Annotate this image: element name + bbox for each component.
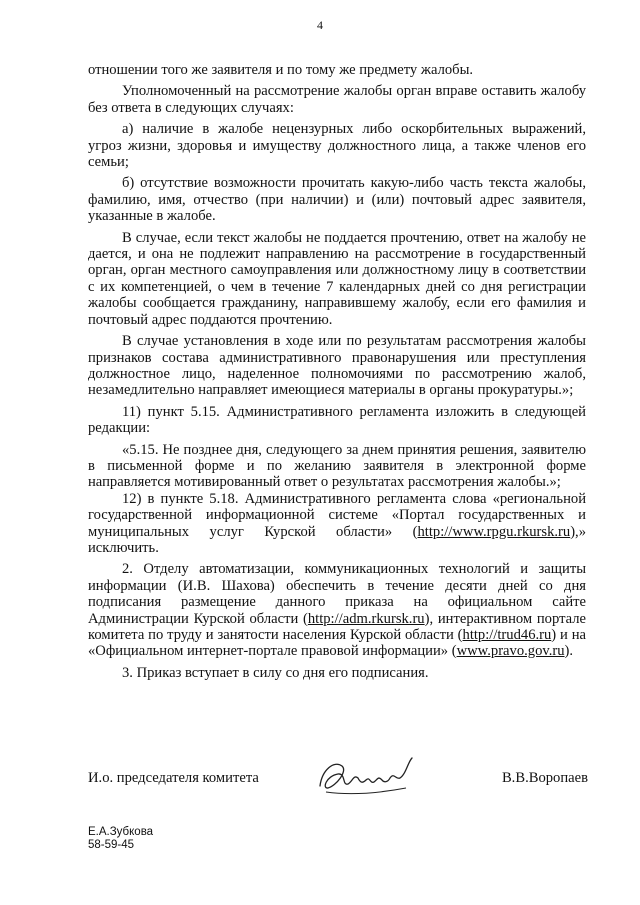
paragraph-item: В случае, если текст жалобы не поддается прочтению, ответ на жалобу не дается, и она не подлежит направлению на рассмотрение в государственный орган, орган местного самоуправления или должностному лицу в соответствии с их компетенцией, о чем в течение 7 календарных дней со дня регистрации жалобы сообщается гражданину, направившему жалобу, если его фамилия и почтовый адрес поддаются прочтению.	[88, 229, 586, 328]
paragraph-item: отношении того же заявителя и по тому же предмету жалобы.	[88, 62, 474, 78]
paragraph-item: В случае установления в ходе или по результатам рассмотрения жалобы признаков состава административного правонарушения или преступления должностное лицо, наделенное полномочиями по рассмотрению жалоб, незамедлительно направляет имеющиеся материалы в органы прокуратуры.»;	[88, 333, 586, 399]
paragraph-text: ),» исключить.	[88, 523, 586, 556]
paragraph-text: 2. Отделу автоматизации, коммуникационных технологий и защиты информации (И.В. Шахова) обеспечить в течение десяти дней со дня подписания размещение данного приказа на официальном сайте Администрации Курской области (	[88, 561, 586, 627]
link-rpgu[interactable]: http://www.rpgu.rkursk.ru	[417, 523, 571, 540]
executor-name: Е.А.Зубкова	[88, 826, 154, 838]
paragraph-item: б) отсутствие возможности прочитать какую-либо часть текста жалобы, фамилию, имя, отчество (при наличии) и (или) почтовый адрес заявителя, указанные в жалобе.	[88, 175, 586, 225]
paragraph-text: ), интерактивном портале комитета по труду и занятости населения Курской области (	[88, 610, 586, 643]
executor-info	[88, 826, 153, 852]
page-number: 4	[317, 18, 323, 32]
paragraph-text: ).	[564, 643, 574, 660]
paragraph-item-12	[88, 491, 586, 557]
paragraph-list	[88, 62, 586, 491]
paragraph-item: а) наличие в жалобе нецензурных либо оскорбительных выражений, угроз жизни, здоровья и имуществу должностного лица, а также членов его семьи;	[88, 121, 586, 171]
paragraph-item: Уполномоченный на рассмотрение жалобы орган вправе оставить жалобу без ответа в следующих случаях:	[88, 83, 586, 116]
document-body	[88, 62, 586, 681]
link-adm[interactable]: http://adm.rkursk.ru	[307, 610, 425, 627]
link-trud46[interactable]: http://trud46.ru	[462, 627, 552, 643]
paragraph-item-3: 3. Приказ вступает в силу со дня его подписания.	[122, 664, 429, 681]
signatory-name: В.В.Воропаев	[501, 770, 588, 786]
paragraph-text: 12) в пункте 5.18. Административного регламента слова «региональной государственной информационной системе «Портал государственных и муниципальных услуг Курской области» (	[88, 490, 586, 540]
handwritten-signature	[312, 752, 422, 802]
link-pravo[interactable]: www.pravo.gov.ru	[456, 643, 565, 660]
paragraph-text: ) и на «Официальном интернет-портале правовой информации» (	[88, 627, 586, 660]
executor-phone: 58-59-45	[88, 839, 135, 851]
paragraph-item: «5.15. Не позднее дня, следующего за днем принятия решения, заявителю в письменной форме и по желанию заявителя в электронной форме направляется мотивированный ответ о результатах рассмотрения жалобы.»;	[88, 441, 586, 491]
signatory-role: И.о. председателя комитета	[88, 770, 259, 786]
paragraph-item: 11) пункт 5.15. Административного регламента изложить в следующей редакции:	[88, 403, 586, 437]
paragraph-item-2	[88, 561, 586, 659]
